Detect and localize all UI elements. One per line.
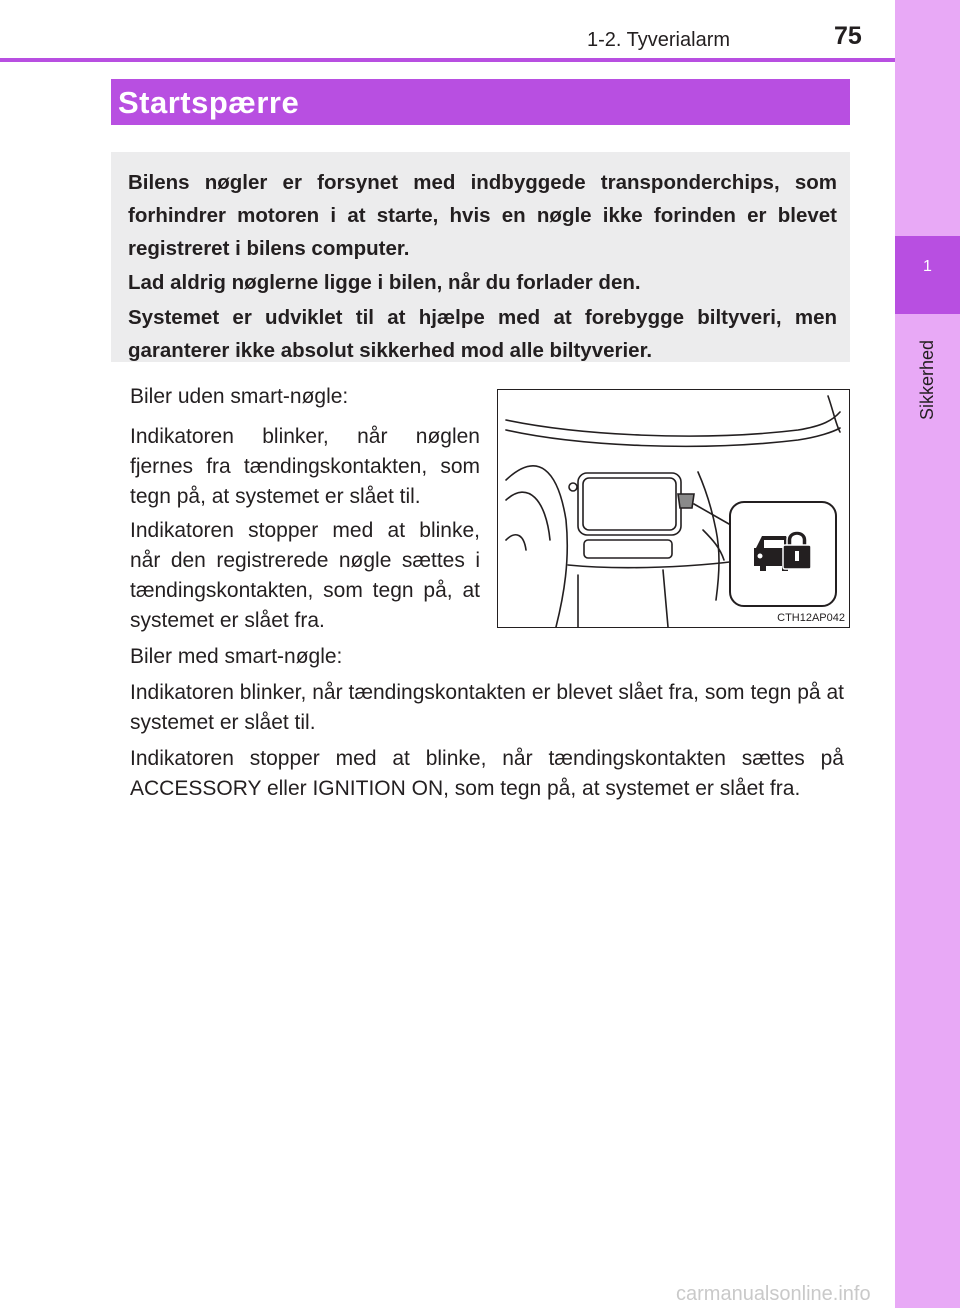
climate-panel — [584, 540, 672, 558]
dashboard-illustration — [498, 390, 849, 627]
center-screen — [583, 478, 676, 530]
info-box — [111, 152, 850, 362]
chapter-name-container — [895, 330, 960, 430]
indicator-lamp — [678, 494, 694, 508]
watermark: carmanualsonline.info — [676, 1283, 871, 1305]
no-smart-key-paragraph-1: Indikatoren blinker, når nøglen fjernes fra tændingskontakten, som tegn på, at systemet er slået til. — [130, 425, 480, 508]
no-smart-key-heading: Biler uden smart-nøgle: — [130, 385, 349, 408]
header-section-title: 1-2. Tyverialarm — [587, 29, 731, 51]
section-title: Startspærre — [118, 85, 300, 120]
smart-key-paragraph-2: Indikatoren stopper med at blinke, når tændingskontakten sættes på ACCESSORY eller IGNITION ON, som tegn på, at systemet er slået fra. — [130, 747, 844, 800]
steering-wheel-inner — [506, 535, 526, 550]
console-line — [663, 570, 668, 627]
page-number: 75 — [834, 22, 862, 50]
dashboard-figure — [497, 389, 850, 628]
info-paragraph: Bilens nøgler er forsynet med indbyggede transponderchips, som forhindrer motoren i at starte, hvis en nøgle ikke forinden er blevet registreret i bilens computer. — [128, 171, 837, 260]
smart-key-heading: Biler med smart-nøgle: — [130, 645, 343, 668]
chapter-number: 1 — [923, 258, 932, 275]
chapter-side-strip — [895, 0, 960, 1308]
dash-curve — [703, 530, 724, 560]
info-paragraph: Lad aldrig nøglerne ligge i bilen, når du forlader den. — [128, 271, 641, 294]
smart-key-paragraph-1: Indikatoren blinker, når tændingskontakten er blevet slået fra, som tegn på at systemet er slået til. — [130, 681, 844, 734]
steering-wheel-inner — [506, 492, 550, 540]
header-divider — [0, 58, 895, 62]
info-paragraph: Systemet er udviklet til at hjælpe med at forebygge biltyveri, men garanterer ikke absolut sikkerhed mod alle biltyverier. — [128, 306, 837, 362]
chapter-name: Sikkerhed — [917, 339, 937, 420]
no-smart-key-paragraph-2: Indikatoren stopper med at blinke, når den registrerede nøgle sættes i tændingskontakten, som tegn på, at systemet er slået fra. — [130, 519, 480, 632]
dash-button — [569, 483, 577, 491]
car-padlock-icon — [754, 531, 811, 571]
figure-code: CTH12AP042 — [777, 612, 845, 624]
dash-top-line — [506, 412, 840, 436]
steering-wheel — [506, 466, 567, 627]
center-screen-bezel — [578, 473, 681, 535]
section-title-bar — [111, 79, 850, 125]
